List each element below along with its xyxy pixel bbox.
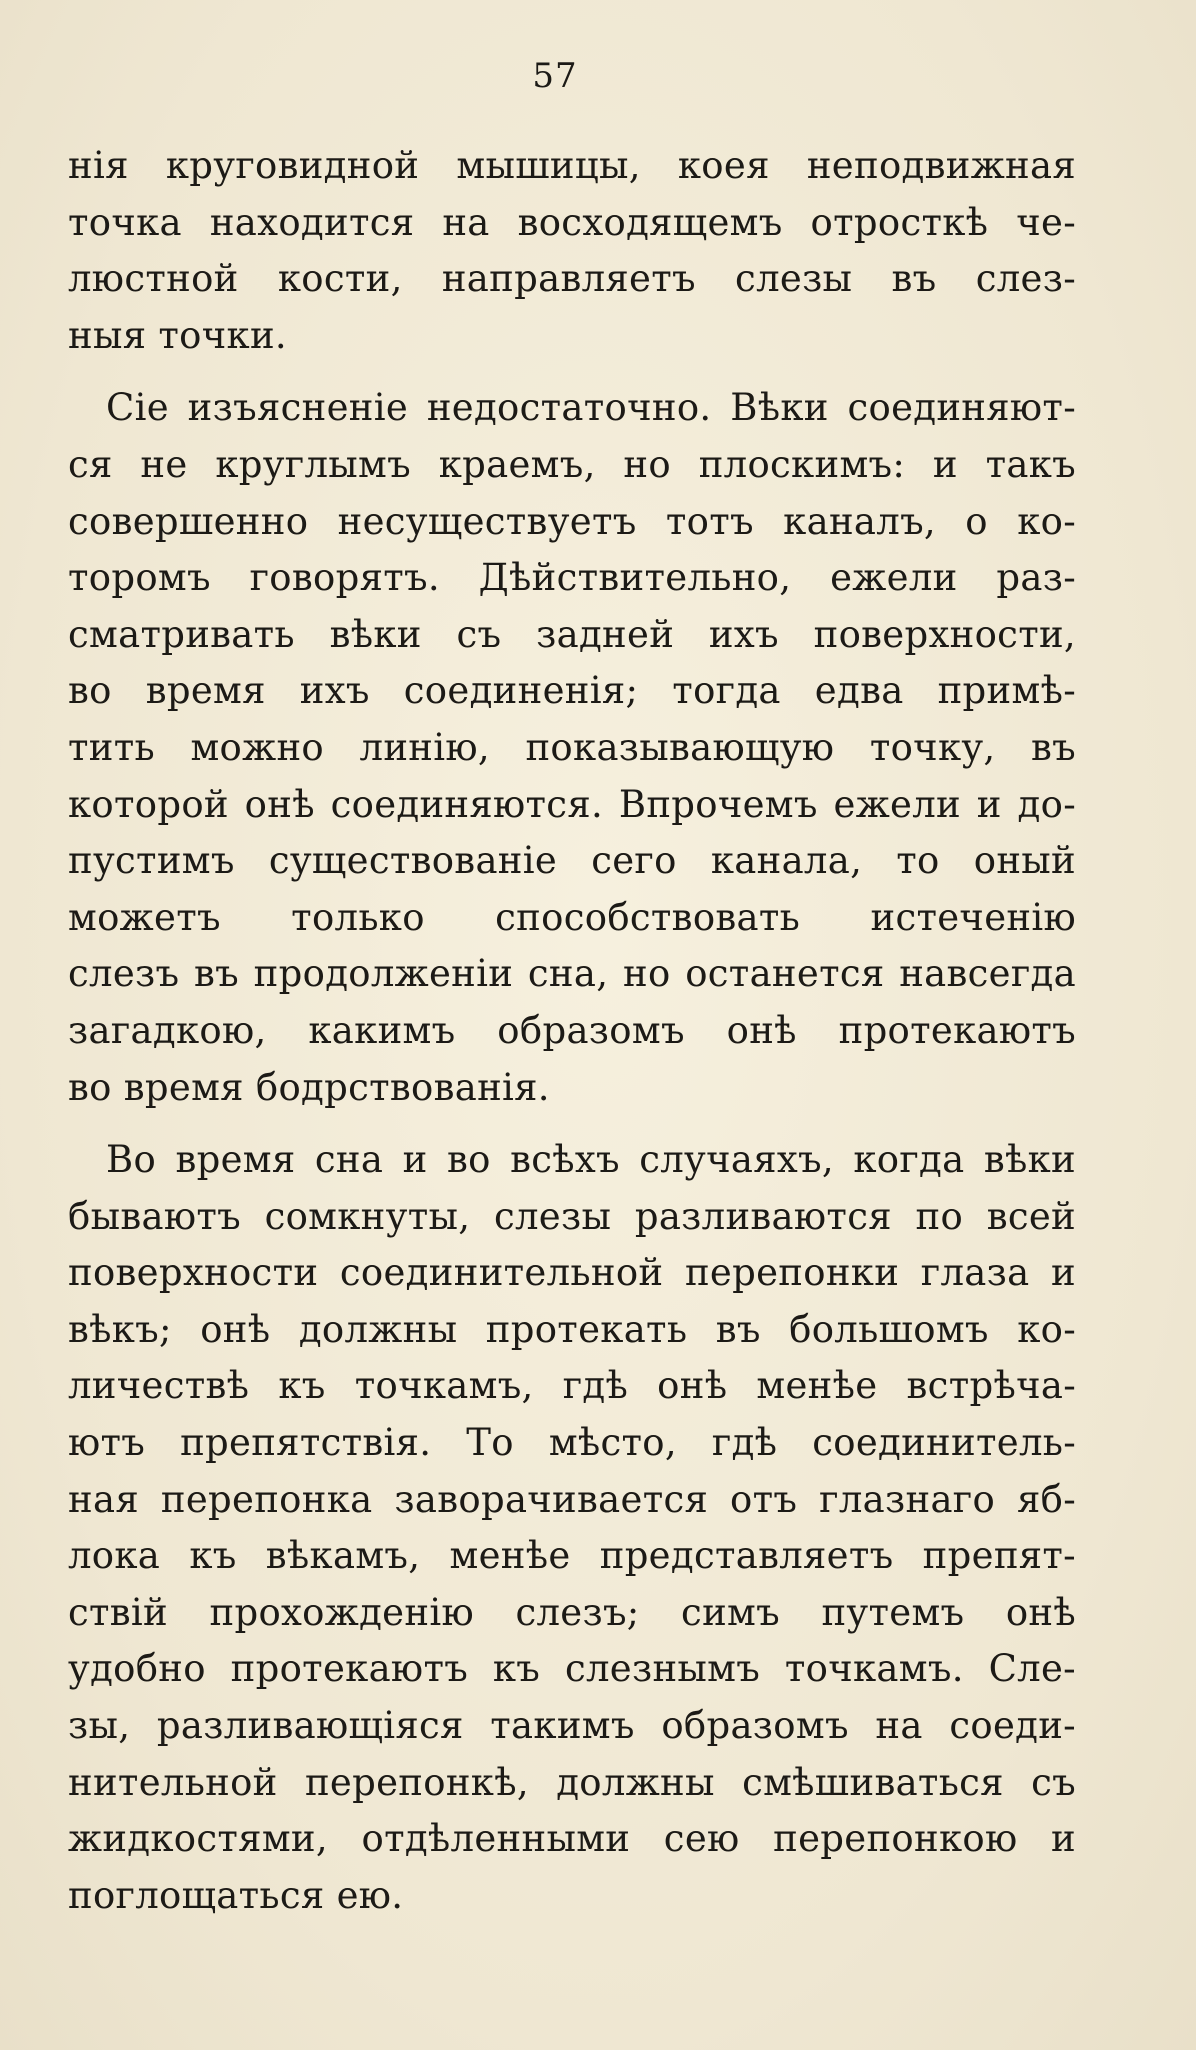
text-line: зы, разливающіяся такимъ образомъ на соеди- [68,1704,1076,1748]
text-line: лока къ вѣкамъ, менѣе представляетъ препят- [68,1534,1076,1578]
text-line: ная перепонка заворачивается отъ глазнаго яб- [68,1477,1076,1521]
page-number: 57 [532,56,578,96]
text-line: люстной кости, направляетъ слезы въ слез- [68,257,1076,301]
text-line: во время бодрствованія. [68,1065,550,1109]
text-line: ютъ препятствія. То мѣсто, гдѣ соединитель- [68,1421,1076,1465]
text-line: Сіе изъясненіе недостаточно. Вѣки соединяют- [106,386,1076,430]
text-line: жидкостями, отдѣленными сею перепонкою и [68,1817,1076,1861]
text-line: слезъ въ продолженіи сна, но останется навсегда [68,952,1076,996]
paragraph [68,380,1076,1116]
text-line: удобно протекаютъ къ слезнымъ точкамъ. Сле- [68,1647,1076,1691]
text-line: вѣкъ; онѣ должны протекать въ большомъ ко- [68,1307,1076,1351]
paragraph [68,1132,1076,1924]
paragraph [68,138,1076,364]
text-line: нія круговидной мышицы, коея неподвижная [68,144,1076,187]
text-line: поверхности соединительной перепонки глаза и [68,1251,1076,1295]
text-line: можетъ только способствовать истеченію [68,895,1076,939]
text-line: точка находится на восходящемъ отросткѣ че- [68,200,1076,244]
text-line: личествѣ къ точкамъ, гдѣ онѣ менѣе встрѣча- [68,1364,1076,1408]
text-line: ствій прохожденію слезъ; симъ путемъ онѣ [68,1590,1076,1634]
text-line: совершенно несуществуетъ тотъ каналъ, о ко- [68,499,1076,543]
body-text [68,138,1076,1940]
text-line: во время ихъ соединенія; тогда едва примѣ- [68,669,1076,713]
text-line: которой онѣ соединяются. Впрочемъ ежели и до- [68,782,1076,826]
text-line: поглощаться ею. [68,1873,404,1917]
text-line: бываютъ сомкнуты, слезы разливаются по всей [68,1194,1076,1238]
text-line: сматривать вѣки съ задней ихъ поверхности, [68,612,1076,656]
text-line: ныя точки. [68,313,287,357]
text-line: ся не круглымъ краемъ, но плоскимъ: и такъ [68,442,1076,486]
text-line: Во время сна и во всѣхъ случаяхъ, когда вѣки [106,1138,1076,1182]
text-line: загадкою, какимъ образомъ онѣ протекаютъ [68,1008,1076,1052]
text-line: нительной перепонкѣ, должны смѣшиваться съ [68,1760,1076,1804]
text-line: торомъ говорятъ. Дѣйствительно, ежели раз- [68,556,1076,600]
text-line: тить можно линію, показывающую точку, въ [68,725,1076,769]
text-line: пустимъ существованіе сего канала, то оный [68,839,1076,883]
